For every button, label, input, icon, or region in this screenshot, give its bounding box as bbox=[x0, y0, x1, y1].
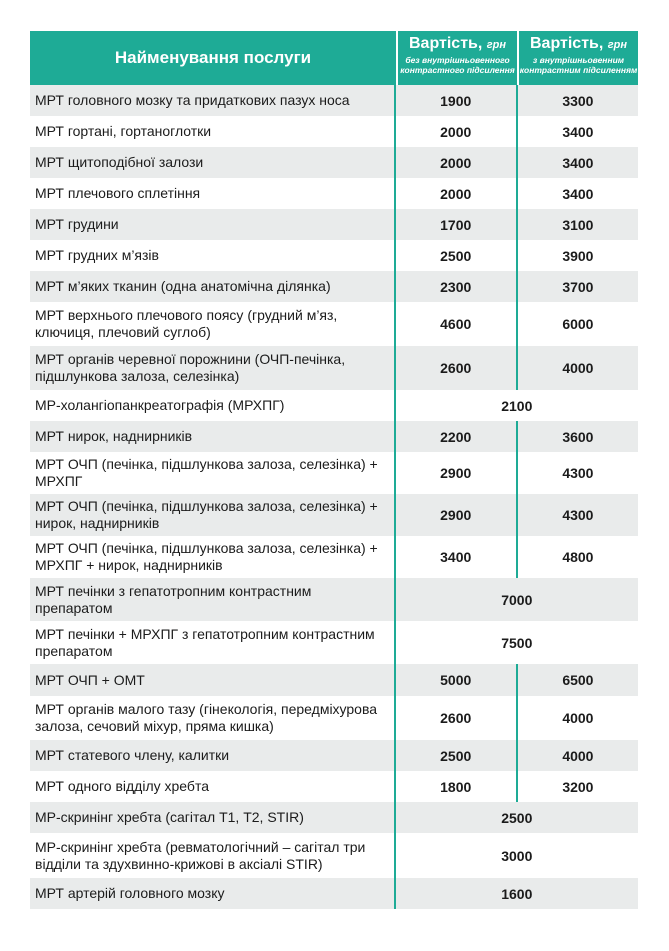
price-with-contrast: 3100 bbox=[516, 209, 638, 240]
table-row bbox=[30, 116, 638, 147]
price-without-contrast: 2200 bbox=[394, 421, 516, 452]
header-col2-sub: з внутрішньовенним контрастним підсиленням bbox=[519, 55, 638, 75]
price-with-contrast: 3900 bbox=[516, 240, 638, 271]
price-without-contrast: 2500 bbox=[394, 740, 516, 771]
price-with-contrast: 4800 bbox=[516, 536, 638, 578]
table-row bbox=[30, 452, 638, 494]
price-single: 2100 bbox=[394, 390, 638, 421]
price-without-contrast: 1800 bbox=[394, 771, 516, 802]
service-name: МРТ статевого члену, калитки bbox=[35, 747, 230, 763]
table-row bbox=[30, 621, 638, 664]
service-name: МРТ головного мозку та придаткових пазух носа bbox=[35, 92, 350, 108]
price-single: 7500 bbox=[394, 621, 638, 664]
header-col2-unit: грн bbox=[607, 39, 627, 51]
price-single: 2500 bbox=[394, 802, 638, 833]
service-name: МРТ ОЧП (печінка, підшлункова залоза, селезінка) + МРХПГ + нирок, наднирників bbox=[35, 540, 378, 573]
table-row bbox=[30, 178, 638, 209]
price-single: 3000 bbox=[394, 833, 638, 878]
header-service-name: Найменування послуги bbox=[114, 48, 312, 67]
table-row bbox=[30, 302, 638, 346]
table-row bbox=[30, 664, 638, 696]
service-name: МРТ печінки + МРХПГ з гепатотропним контрастним препаратом bbox=[35, 625, 375, 659]
price-with-contrast: 3300 bbox=[516, 85, 638, 116]
service-name: МРТ плечового сплетіння bbox=[35, 185, 201, 201]
table-row bbox=[30, 494, 638, 536]
price-with-contrast: 4300 bbox=[516, 494, 638, 536]
price-with-contrast: 3400 bbox=[516, 116, 638, 147]
service-name: МРТ органів малого тазу (гінекологія, передміхурова залоза, сечовий міхур, пряма кишка) bbox=[35, 701, 378, 734]
table-row bbox=[30, 271, 638, 302]
price-with-contrast: 3400 bbox=[516, 178, 638, 209]
header-col1-title: Вартість, bbox=[409, 35, 483, 52]
price-without-contrast: 2900 bbox=[394, 452, 516, 494]
price-single: 7000 bbox=[394, 578, 638, 621]
service-name: МРТ артерій головного мозку bbox=[35, 885, 225, 901]
price-with-contrast: 3700 bbox=[516, 271, 638, 302]
header-price-with-contrast bbox=[517, 31, 638, 85]
price-with-contrast: 6000 bbox=[516, 302, 638, 346]
service-name: МР-холангіопанкреатографія (МРХПГ) bbox=[35, 397, 285, 413]
service-name: МР-скринінг хребта (ревматологічний – сагітал три відділи та здухвинно-крижові в аксіалі STIR) bbox=[35, 838, 366, 872]
table-header bbox=[30, 31, 638, 85]
service-name: МРТ органів черевної порожнини (ОЧП-печінка, підшлункова залоза, селезінка) bbox=[35, 351, 346, 384]
price-with-contrast: 3400 bbox=[516, 147, 638, 178]
table-row bbox=[30, 696, 638, 740]
price-without-contrast: 1700 bbox=[394, 209, 516, 240]
price-with-contrast: 6500 bbox=[516, 664, 638, 696]
service-name: МРТ печінки з гепатотропним контрастним препаратом bbox=[35, 582, 312, 616]
service-name: МРТ щитоподібної залози bbox=[35, 154, 204, 170]
table-row bbox=[30, 85, 638, 116]
header-col2-title: Вартість, bbox=[530, 35, 604, 52]
header-col1-unit: грн bbox=[486, 39, 506, 51]
table-row bbox=[30, 536, 638, 578]
service-name: МРТ ОЧП + ОМТ bbox=[35, 671, 145, 688]
service-name: МРТ верхнього плечового поясу (грудний м’яз, ключиця, плечовий суглоб) bbox=[35, 307, 338, 340]
price-without-contrast: 4600 bbox=[394, 302, 516, 346]
service-name: МРТ грудини bbox=[35, 216, 119, 232]
price-without-contrast: 2900 bbox=[394, 494, 516, 536]
service-name: МРТ м’яких тканин (одна анатомічна ділянка) bbox=[35, 278, 331, 294]
table-row bbox=[30, 740, 638, 771]
table-row bbox=[30, 771, 638, 802]
price-with-contrast: 4300 bbox=[516, 452, 638, 494]
price-without-contrast: 2500 bbox=[394, 240, 516, 271]
price-without-contrast: 5000 bbox=[394, 664, 516, 696]
service-name: МРТ грудних м’язів bbox=[35, 247, 159, 263]
table-row bbox=[30, 833, 638, 878]
price-without-contrast: 2000 bbox=[394, 116, 516, 147]
table-row bbox=[30, 421, 638, 452]
price-with-contrast: 4000 bbox=[516, 740, 638, 771]
price-table bbox=[30, 31, 638, 909]
service-name: МРТ ОЧП (печінка, підшлункова залоза, селезінка) + нирок, наднирників bbox=[35, 498, 378, 531]
service-name: МРТ нирок, наднирників bbox=[35, 428, 193, 444]
table-row bbox=[30, 209, 638, 240]
price-without-contrast: 1900 bbox=[394, 85, 516, 116]
table-body bbox=[30, 85, 638, 909]
price-without-contrast: 3400 bbox=[394, 536, 516, 578]
price-single: 1600 bbox=[394, 878, 638, 909]
header-col1-sub: без внутрішньовенного контрастного підсилення bbox=[400, 55, 515, 75]
price-with-contrast: 3600 bbox=[516, 421, 638, 452]
table-row bbox=[30, 578, 638, 621]
price-without-contrast: 2600 bbox=[394, 346, 516, 390]
table-row bbox=[30, 240, 638, 271]
table-row bbox=[30, 802, 638, 833]
price-with-contrast: 4000 bbox=[516, 696, 638, 740]
price-without-contrast: 2000 bbox=[394, 147, 516, 178]
service-name: МРТ одного відділу хребта bbox=[35, 778, 209, 794]
header-price-without-contrast bbox=[396, 31, 517, 85]
price-without-contrast: 2600 bbox=[394, 696, 516, 740]
table-row bbox=[30, 878, 638, 909]
service-name: МРТ гортані, гортаноглотки bbox=[35, 123, 212, 139]
service-name: МРТ ОЧП (печінка, підшлункова залоза, селезінка) + МРХПГ bbox=[35, 456, 378, 489]
service-name: МР-скринінг хребта (сагітал Т1, Т2, STIR) bbox=[35, 809, 304, 825]
price-without-contrast: 2300 bbox=[394, 271, 516, 302]
price-with-contrast: 3200 bbox=[516, 771, 638, 802]
table-row bbox=[30, 147, 638, 178]
price-without-contrast: 2000 bbox=[394, 178, 516, 209]
table-row bbox=[30, 390, 638, 421]
price-with-contrast: 4000 bbox=[516, 346, 638, 390]
table-row bbox=[30, 346, 638, 390]
